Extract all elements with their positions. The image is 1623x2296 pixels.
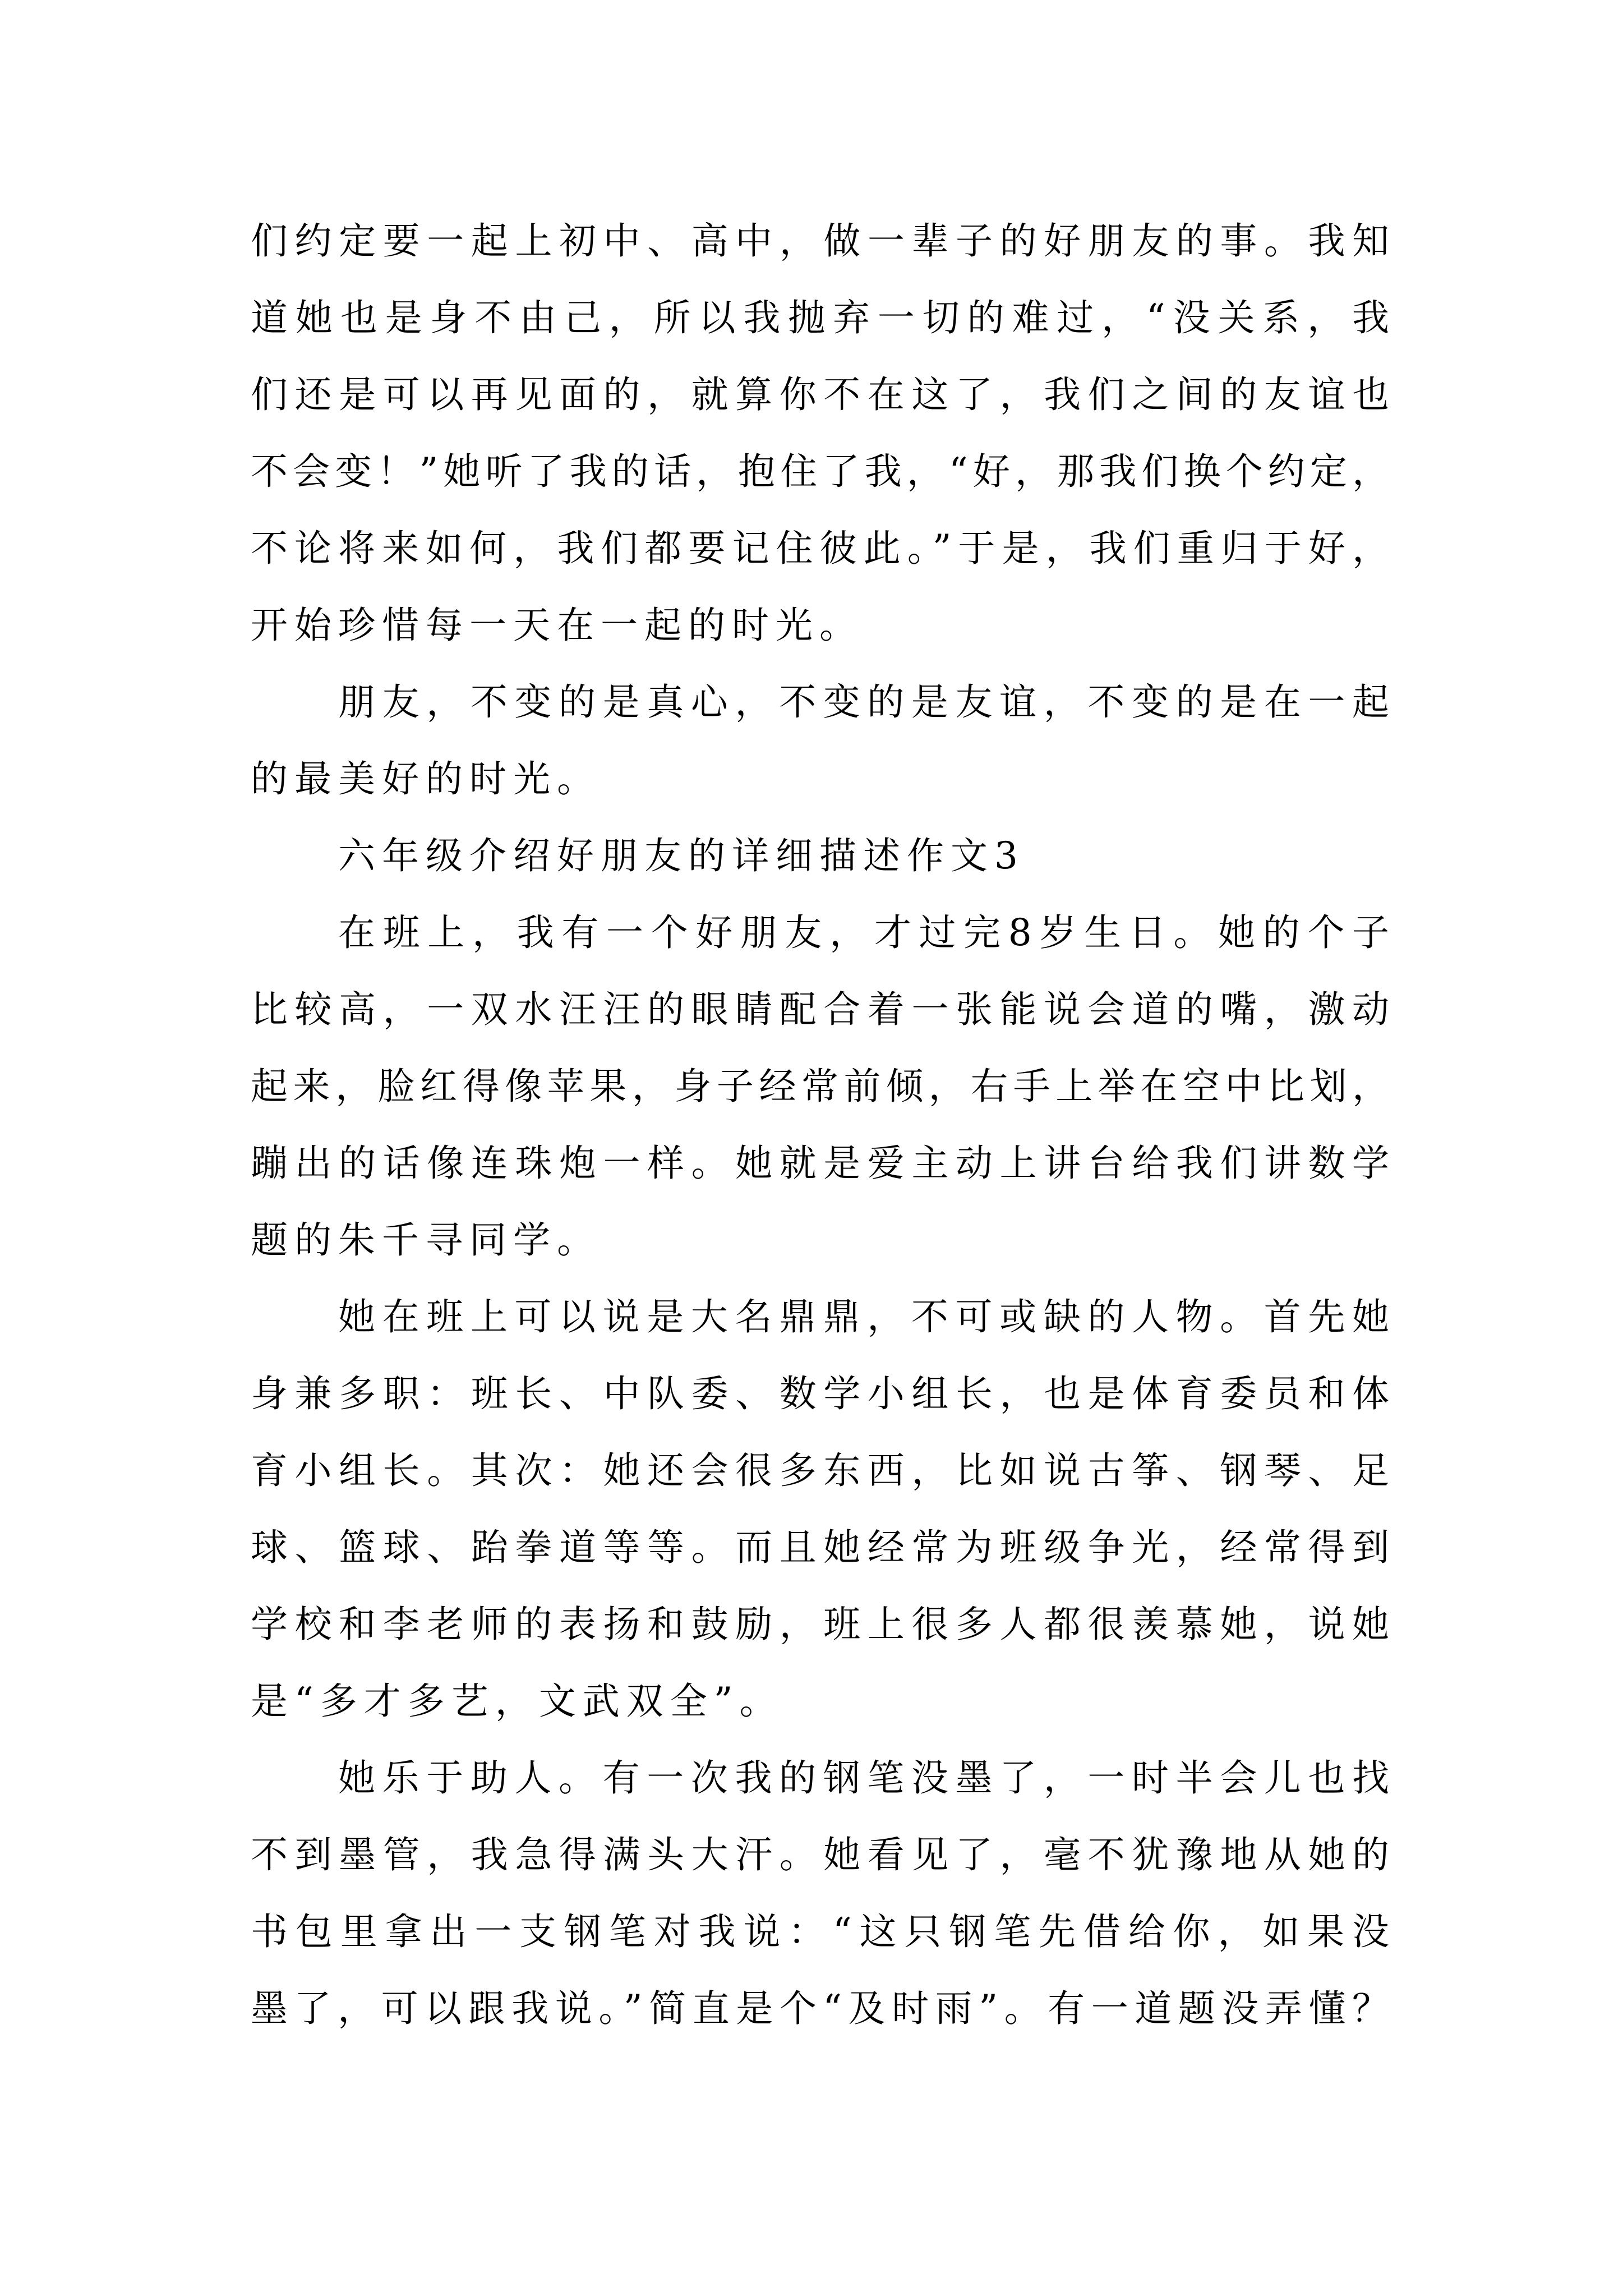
text-line: 在班上，我有一个好朋友，才过完8岁生日。她的个子: [338, 911, 1389, 954]
paragraph: [251, 664, 1389, 817]
heading-line: 六年级介绍好朋友的详细描述作文3: [338, 834, 1025, 877]
text-line: 不到墨管，我急得满头大汗。她看见了，毫不犹豫地从她的: [251, 1833, 1389, 1876]
text-line: 她乐于助人。有一次我的钢笔没墨了，一时半会儿也找: [338, 1756, 1389, 1800]
text-line: 朋友，不变的是真心，不变的是友谊，不变的是在一起: [338, 680, 1389, 724]
text-line: 起来，脸红得像苹果，身子经常前倾，右手上举在空中比划，: [251, 1065, 1389, 1108]
document-body: [251, 203, 1389, 2047]
text-line: 们约定要一起上初中、高中，做一辈子的好朋友的事。我知: [251, 219, 1389, 263]
text-line: 的最美好的时光。: [251, 757, 601, 800]
text-line: 们还是可以再见面的，就算你不在这了，我们之间的友谊也: [251, 373, 1389, 416]
text-line: 比较高，一双水汪汪的眼睛配合着一张能说会道的嘴，激动: [251, 988, 1389, 1031]
paragraph: [251, 894, 1389, 1278]
text-line: 她在班上可以说是大名鼎鼎，不可或缺的人物。首先她: [338, 1295, 1389, 1338]
paragraph: [251, 203, 1389, 664]
text-line: 不论将来如何，我们都要记住彼此。”于是，我们重归于好，: [251, 527, 1389, 570]
text-line: 学校和李老师的表扬和鼓励，班上很多人都很羡慕她，说她: [251, 1603, 1389, 1646]
text-line: 蹦出的话像连珠炮一样。她就是爱主动上讲台给我们讲数学: [251, 1142, 1389, 1185]
text-line: 球、篮球、跆拳道等等。而且她经常为班级争光，经常得到: [251, 1526, 1389, 1569]
text-line: 开始珍惜每一天在一起的时光。: [251, 604, 863, 647]
paragraph: [251, 1740, 1389, 2047]
text-line: 育小组长。其次：她还会很多东西，比如说古筝、钢琴、足: [251, 1449, 1389, 1492]
text-line: 墨了，可以跟我说。”简直是个“及时雨”。有一道题没弄懂？: [251, 1987, 1389, 2030]
text-line: 书包里拿出一支钢笔对我说：“这只钢笔先借给你，如果没: [251, 1910, 1389, 1953]
text-line: 道她也是身不由己，所以我抛弃一切的难过，“没关系，我: [251, 296, 1389, 339]
text-line: 身兼多职：班长、中队委、数学小组长，也是体育委员和体: [251, 1372, 1389, 1415]
text-line: 不会变！”她听了我的话，抱住了我，“好，那我们换个约定，: [251, 450, 1389, 493]
text-line: 题的朱千寻同学。: [251, 1218, 601, 1262]
section-heading: [251, 817, 1389, 894]
paragraph: [251, 1278, 1389, 1740]
text-line: 是“多才多艺，文武双全”。: [251, 1680, 783, 1723]
